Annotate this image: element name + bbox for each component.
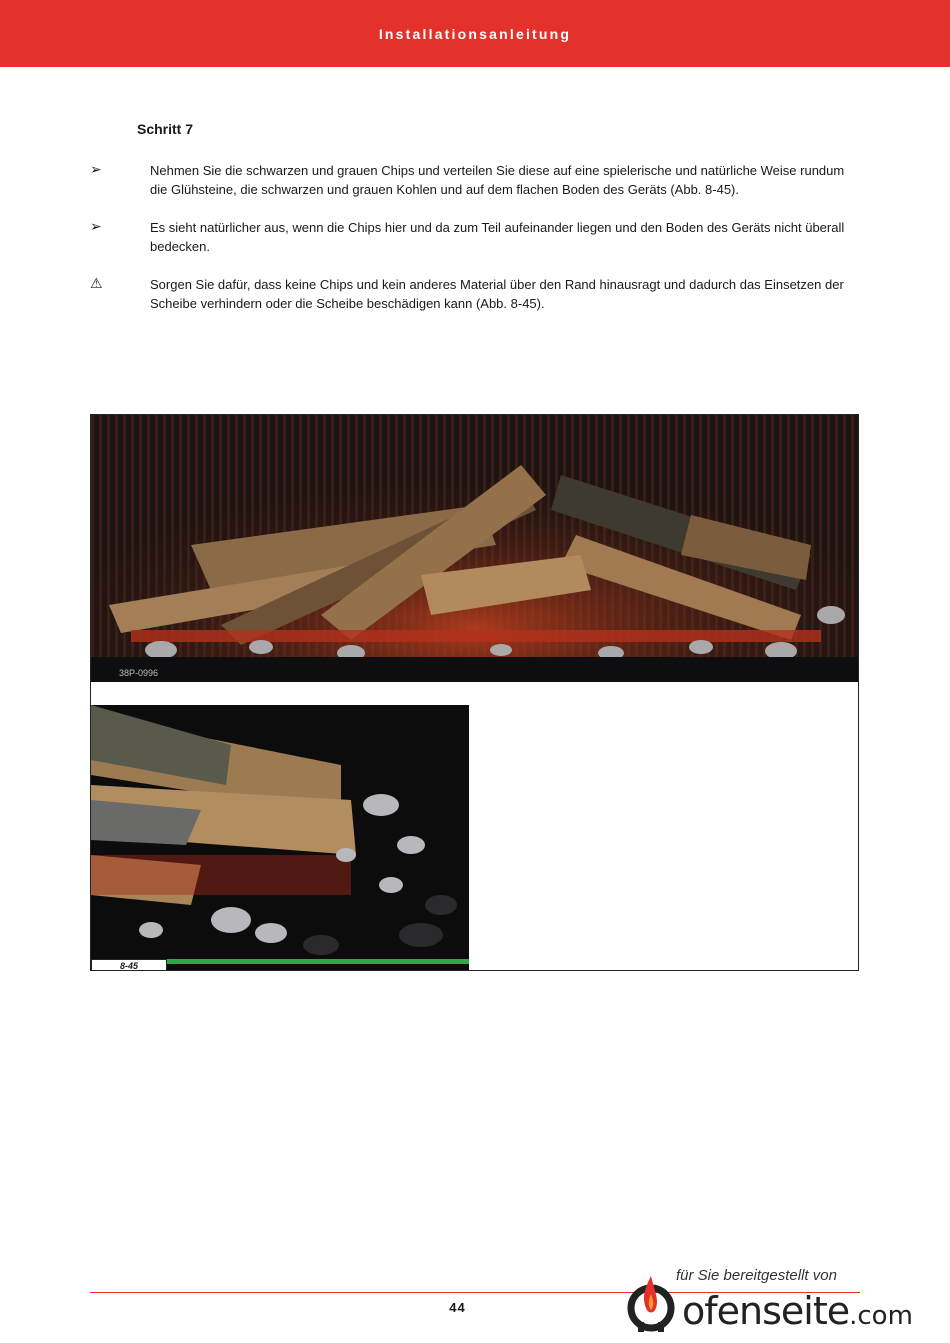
ofenseite-logo-icon [624, 1272, 678, 1332]
arrow-bullet-icon: ➢ [90, 218, 102, 234]
page-number: 44 [449, 1300, 466, 1315]
step-heading: Schritt 7 [137, 121, 194, 137]
brand-tld: .com [849, 1301, 913, 1331]
instruction-text: Es sieht natürlicher aus, wenn die Chips hier und da zum Teil aufeinander liegen und den Boden des Geräts nicht überall bedecken. [150, 220, 845, 254]
figure-8-45 [90, 414, 859, 971]
photo-code-label: 38P-0996 [119, 668, 159, 678]
brand-wordmark [682, 1291, 913, 1336]
arrow-bullet-icon: ➢ [90, 161, 102, 177]
instruction-item [90, 161, 860, 201]
warning-item [90, 275, 860, 315]
instruction-text: Nehmen Sie die schwarzen und grauen Chips und verteilen Sie diese auf eine spielerische und natürliche Weise rundum die Glühsteine, die schwarzen und grauen Kohlen und auf dem flachen Boden des Geräts (Abb. 8-45). [150, 163, 845, 197]
figure-number-tag: 8-45 [91, 959, 167, 971]
warning-text: Sorgen Sie dafür, dass keine Chips und kein anderes Material über den Rand hinausragt und dadurch das Einsetzen der Scheibe verhindern oder die Scheibe beschädigen kann (Abb. 8-45). [150, 277, 844, 311]
warning-icon: ⚠ [90, 275, 103, 291]
header-bar [0, 0, 950, 67]
brand-name: ofenseite [682, 1289, 850, 1333]
chips-closeup-photo [91, 705, 469, 971]
instruction-item [90, 218, 860, 258]
fireplace-overview-photo [91, 415, 858, 682]
document-title: Installationsanleitung [378, 25, 572, 42]
provided-by-text: für Sie bereitgestellt von [676, 1267, 837, 1284]
